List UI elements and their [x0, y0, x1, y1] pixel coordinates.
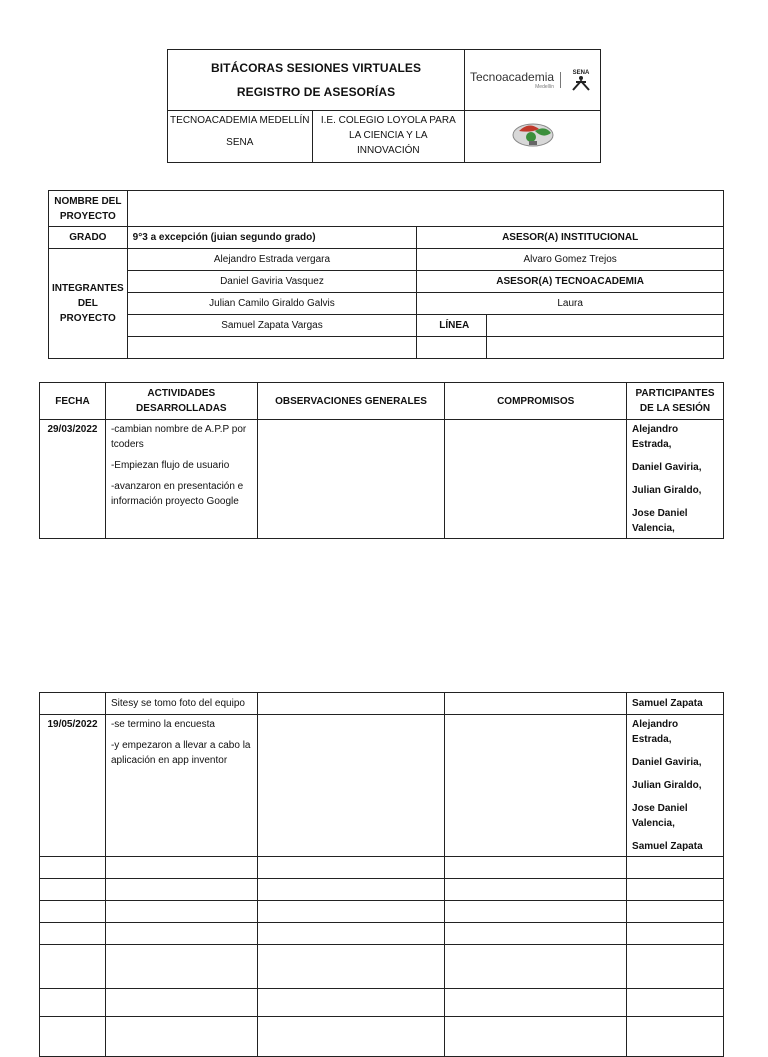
session-observations — [257, 693, 445, 715]
grado-label: GRADO — [49, 227, 128, 249]
tecnoacademia-label: TECNOACADEMIA MEDELLÍN — [170, 115, 310, 126]
asesor-tecnoacademia-label: ASESOR(A) TECNOACADEMIA — [417, 271, 724, 293]
table-row — [40, 879, 724, 901]
participant-name: Daniel Gaviria, — [632, 462, 702, 473]
linea-value — [487, 315, 724, 337]
fecha-header: FECHA — [40, 383, 106, 420]
table-row — [40, 945, 724, 989]
header-left-cell — [168, 111, 313, 163]
grado-value: 9°3 a excepción (juian segundo grado) — [127, 227, 417, 249]
activity-item: -y empezaron a llevar a cabo la aplicación en app inventor — [110, 740, 251, 766]
document-header — [167, 49, 601, 163]
tecnoacademia-logo — [470, 68, 595, 92]
session-date: 19/05/2022 — [40, 715, 106, 857]
activity-item: -Empiezan flujo de usuario — [110, 460, 230, 471]
session-activities — [105, 420, 257, 539]
session-observations — [257, 420, 445, 539]
member-name: Alejandro Estrada vergara — [127, 249, 417, 271]
linea-label: LÍNEA — [417, 315, 487, 337]
document-subtitle: REGISTRO DE ASESORÍAS — [236, 85, 396, 99]
session-participants — [627, 715, 724, 857]
sena-logo-icon — [567, 68, 595, 92]
session-commitments — [445, 420, 627, 539]
asesor-tecnoacademia-value: Laura — [417, 293, 724, 315]
tecnoacademia-logo-cell — [465, 50, 601, 111]
session-date: 29/03/2022 — [40, 420, 106, 539]
session-observations — [257, 715, 445, 857]
activity-item: -avanzaron en presentación e información proyecto Google — [110, 481, 244, 507]
participant-name: Samuel Zapata — [632, 841, 703, 852]
member-name: Daniel Gaviria Vasquez — [127, 271, 417, 293]
asesor-institucional-value: Alvaro Gomez Trejos — [417, 249, 724, 271]
session-commitments — [445, 715, 627, 857]
school-name: I.E. COLEGIO LOYOLA PARA LA CIENCIA Y LA INNOVACIÓN — [312, 111, 464, 163]
project-name-value — [127, 191, 723, 227]
session-log-table-continued — [39, 692, 724, 1057]
empty-cell — [127, 337, 417, 359]
compromisos-header: COMPROMISOS — [445, 383, 627, 420]
document-title: BITÁCORAS SESIONES VIRTUALES — [210, 61, 422, 75]
table-row — [40, 901, 724, 923]
session-date — [40, 693, 106, 715]
brand-sub: Medellín — [535, 84, 555, 91]
participant-name: Jose Daniel Valencia, — [632, 803, 688, 829]
asesor-institucional-label: ASESOR(A) INSTITUCIONAL — [417, 227, 724, 249]
svg-text:SENA: SENA — [572, 70, 590, 76]
table-row — [40, 715, 724, 857]
session-participants: Samuel Zapata — [627, 693, 724, 715]
actividades-header: ACTIVIDADES DESARROLLADAS — [105, 383, 257, 420]
integrantes-label: INTEGRANTES DEL PROYECTO — [49, 249, 128, 359]
brand-name: Tecnoacademia — [469, 70, 555, 85]
table-row — [40, 420, 724, 539]
activity-item: -se termino la encuesta — [110, 719, 215, 730]
table-row — [40, 923, 724, 945]
table-row — [40, 1017, 724, 1057]
table-row — [40, 989, 724, 1017]
member-name: Julian Camilo Giraldo Galvis — [127, 293, 417, 315]
participant-name: Jose Daniel Valencia, — [632, 508, 688, 534]
participant-name: Julian Giraldo, — [632, 780, 702, 791]
project-name-label: NOMBRE DEL PROYECTO — [49, 191, 128, 227]
member-name: Samuel Zapata Vargas — [127, 315, 417, 337]
sena-label: SENA — [226, 137, 254, 148]
header-title-cell — [168, 50, 465, 111]
empty-cell — [487, 337, 724, 359]
table-row — [40, 857, 724, 879]
table-row — [40, 693, 724, 715]
participant-name: Daniel Gaviria, — [632, 757, 702, 768]
participant-name: Julian Giraldo, — [632, 485, 702, 496]
participantes-header: PARTICIPANTES DE LA SESIÓN — [627, 383, 724, 420]
participant-name: Alejandro Estrada, — [632, 424, 679, 450]
session-participants — [627, 420, 724, 539]
session-activities — [105, 715, 257, 857]
empty-cell — [417, 337, 487, 359]
session-commitments — [445, 693, 627, 715]
project-info-table — [48, 190, 724, 359]
logo-divider — [560, 72, 561, 88]
participant-name: Alejandro Estrada, — [632, 719, 679, 745]
activity-item: -cambian nombre de A.P.P por tcoders — [110, 424, 247, 450]
school-logo-cell — [465, 111, 601, 163]
observaciones-header: OBSERVACIONES GENERALES — [257, 383, 445, 420]
session-log-table — [39, 382, 724, 539]
session-activities: Sitesy se tomo foto del equipo — [105, 693, 257, 715]
school-crest-icon — [509, 117, 557, 151]
